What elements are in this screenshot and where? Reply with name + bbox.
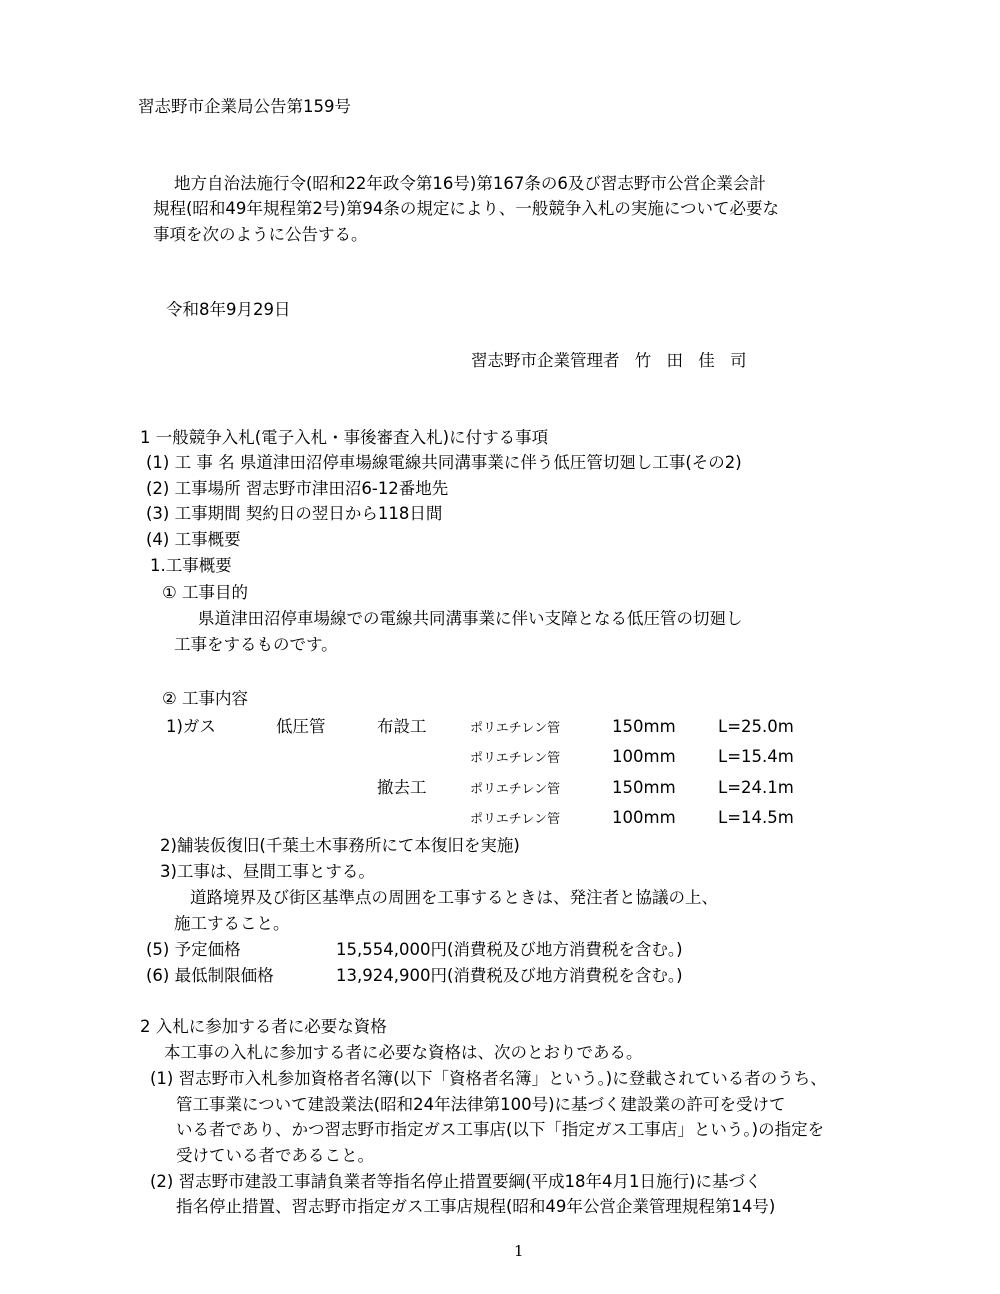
preamble-line-1: 地方自治法施行令(昭和22年政令第16号)第167条の6及び習志野市公営企業会計 bbox=[174, 174, 766, 193]
preamble-line-2: 規程(昭和49年規程第2号)第94条の規定により、一般競争入札の実施について必要な bbox=[153, 199, 780, 218]
material-2: ポリエチレン管 bbox=[470, 751, 561, 766]
qual-1-line-3: いる者であり、かつ習志野市指定ガス工事店(以下「指定ガス工事店」という。)の指定を bbox=[176, 1120, 825, 1139]
daytime-note: 3)工事は、昼間工事とする。 bbox=[160, 862, 375, 881]
material-4: ポリエチレン管 bbox=[470, 812, 561, 827]
work-type-1: 布設工 bbox=[377, 717, 427, 736]
content-heading: ② 工事内容 bbox=[162, 689, 249, 708]
qual-2-line-1: (2) 習志野市建設工事請負業者等指名停止措置要綱(平成18年4月1日施行)に基づく bbox=[150, 1172, 762, 1191]
item-2-location: (2) 工事場所 習志野市津田沼6-12番地先 bbox=[146, 479, 449, 498]
notice-date: 令和8年9月29日 bbox=[166, 300, 291, 319]
preamble-line-3: 事項を次のように公告する。 bbox=[153, 225, 368, 244]
issuer: 習志野市企業管理者 竹 田 佳 司 bbox=[471, 351, 747, 370]
length-4: L=14.5m bbox=[718, 808, 794, 827]
overview-heading: 1.工事概要 bbox=[150, 556, 232, 575]
size-1: 150mm bbox=[612, 717, 676, 736]
material-1: ポリエチレン管 bbox=[470, 721, 561, 736]
section2-heading: 2 入札に参加する者に必要な資格 bbox=[140, 1017, 387, 1036]
page-number: 1 bbox=[514, 1242, 524, 1260]
item-5-value: 15,554,000円(消費税及び地方消費税を含む。) bbox=[336, 940, 683, 959]
qual-1-line-1: (1) 習志野市入札参加資格者名簿(以下「資格者名簿」という。)に登載されている者のうち、 bbox=[150, 1069, 827, 1088]
qual-1-line-4: 受けている者であること。 bbox=[176, 1146, 374, 1165]
qual-1-line-2: 管工事業について建設業法(昭和24年法律第100号)に基づく建設業の許可を受けて bbox=[176, 1095, 786, 1114]
daytime-line-1: 道路境界及び街区基準点の周囲を工事するときは、発注者と協議の上、 bbox=[190, 888, 718, 907]
purpose-line-1: 県道津田沼停車場線での電線共同溝事業に伴い支障となる低圧管の切廻し bbox=[198, 609, 743, 628]
pipe-type: 低圧管 bbox=[276, 717, 326, 736]
size-2: 100mm bbox=[612, 747, 676, 766]
gas-label: 1)ガス bbox=[166, 717, 216, 736]
section2-intro: 本工事の入札に参加する者に必要な資格は、次のとおりである。 bbox=[164, 1043, 643, 1062]
item-5-label: (5) 予定価格 bbox=[146, 940, 241, 959]
daytime-line-2: 施工すること。 bbox=[174, 914, 290, 933]
length-2: L=15.4m bbox=[718, 747, 794, 766]
item-6-label: (6) 最低制限価格 bbox=[146, 966, 274, 985]
purpose-line-2: 工事をするものです。 bbox=[174, 635, 338, 654]
qual-2-line-2: 指名停止措置、習志野市指定ガス工事店規程(昭和49年公営企業管理規程第14号) bbox=[176, 1197, 776, 1216]
size-3: 150mm bbox=[612, 778, 676, 797]
paving-note: 2)舗装仮復旧(千葉土木事務所にて本復旧を実施) bbox=[160, 836, 520, 855]
work-type-3: 撤去工 bbox=[377, 778, 427, 797]
material-3: ポリエチレン管 bbox=[470, 782, 561, 797]
purpose-heading: ① 工事目的 bbox=[162, 583, 249, 602]
section1-heading: 1 一般競争入札(電子入札・事後審査入札)に付する事項 bbox=[140, 428, 549, 447]
item-3-period: (3) 工事期間 契約日の翌日から118日間 bbox=[146, 504, 443, 523]
size-4: 100mm bbox=[612, 808, 676, 827]
item-1-project-name: (1) 工 事 名 県道津田沼停車場線電線共同溝事業に伴う低圧管切廻し工事(その2) bbox=[146, 453, 742, 472]
notice-number: 習志野市企業局公告第159号 bbox=[138, 97, 351, 116]
length-1: L=25.0m bbox=[718, 717, 794, 736]
item-6-value: 13,924,900円(消費税及び地方消費税を含む。) bbox=[336, 966, 683, 985]
item-4-overview: (4) 工事概要 bbox=[146, 530, 241, 549]
length-3: L=24.1m bbox=[718, 778, 794, 797]
